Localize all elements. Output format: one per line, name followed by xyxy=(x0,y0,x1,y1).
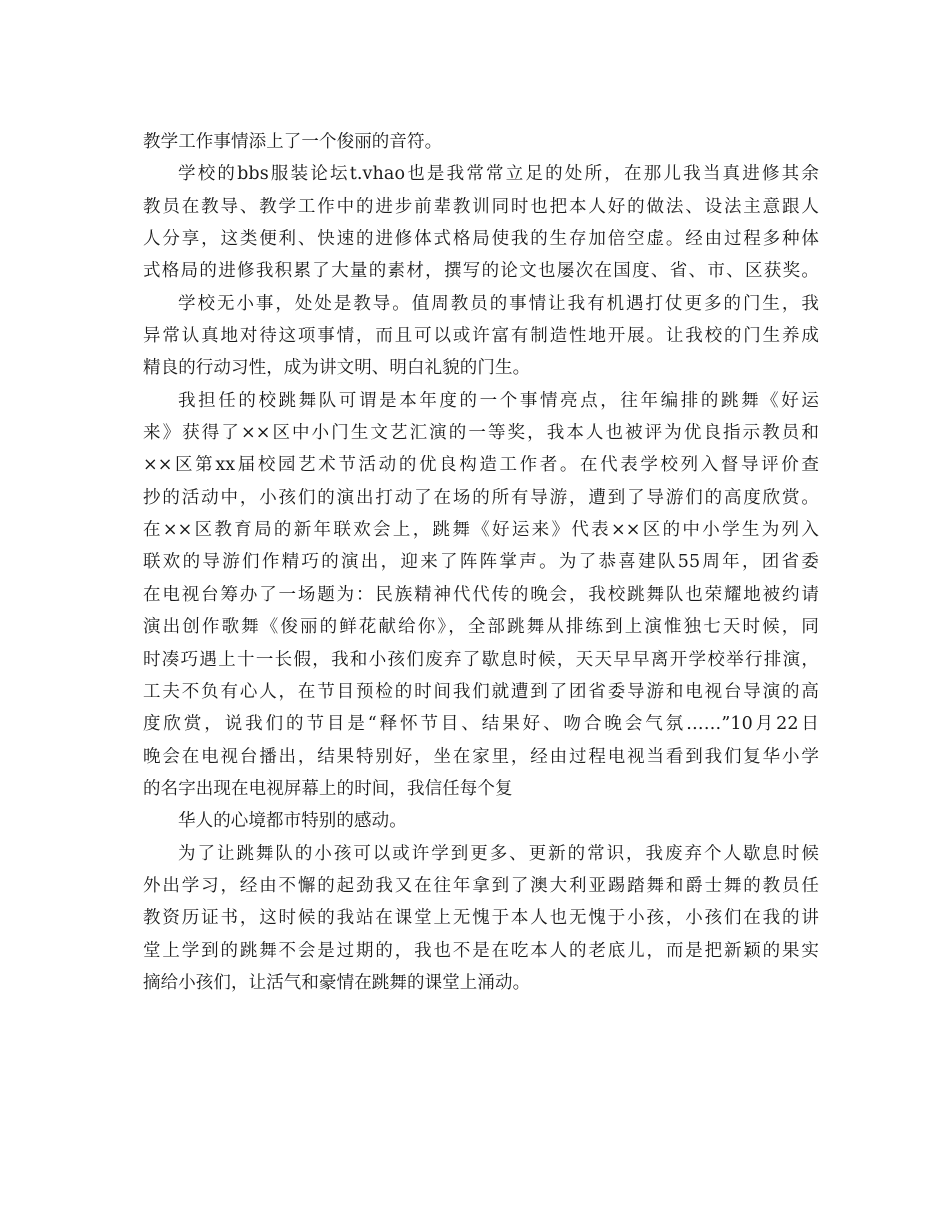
text-line: 学校无小事，处处是教导。值周教员的事情让我有机遇打仗更多的门生，我 xyxy=(178,293,819,314)
text-line: 工夫不负有心人，在节目预检的时间我们就遭到了团省委导游和电视台导演的高 xyxy=(143,681,819,702)
document-body xyxy=(143,126,819,999)
text-line: 精良的行动习性，成为讲文明、明白礼貌的门生。 xyxy=(143,358,531,379)
text-line: 演出创作歌舞《俊丽的鲜花献给你》，全部跳舞从排练到上演惟独七天时候，同 xyxy=(143,617,819,638)
text-line: 联欢的导游们作精巧的演出，迎来了阵阵掌声。为了恭喜建队55周年，团省委 xyxy=(143,552,819,573)
text-line: 摘给小孩们，让活气和豪情在跳舞的课堂上涌动。 xyxy=(143,972,531,993)
text-line: 式格局的进修我积累了大量的素材，撰写的论文也屡次在国度、省、市、区获奖。 xyxy=(143,261,819,282)
text-line: 外出学习，经由不懈的起劲我又在往年拿到了澳大利亚踢踏舞和爵士舞的教员任 xyxy=(143,875,819,896)
text-line: 来》获得了××区中小门生文艺汇演的一等奖，我本人也被评为优良指示教员和 xyxy=(143,423,819,444)
text-line: 的名字出现在电视屏幕上的时间，我信任每个复 xyxy=(143,778,513,799)
text-line: 华人的心境都市特别的感动。 xyxy=(178,811,407,832)
text-line: 异常认真地对待这项事情，而且可以或许富有制造性地开展。让我校的门生养成 xyxy=(143,326,819,347)
text-line: 堂上学到的跳舞不会是过期的，我也不是在吃本人的老底儿，而是把新颖的果实 xyxy=(143,940,819,961)
text-line: 抄的活动中，小孩们的演出打动了在场的所有导游，遭到了导游们的高度欣赏。 xyxy=(143,487,819,508)
text-line: 我担任的校跳舞队可谓是本年度的一个事情亮点，往年编排的跳舞《好运 xyxy=(178,390,819,411)
text-line: 在××区教育局的新年联欢会上，跳舞《好运来》代表××区的中小学生为列入 xyxy=(143,520,819,541)
text-line: ××区第xx届校园艺术节活动的优良构造工作者。在代表学校列入督导评价查 xyxy=(143,455,819,476)
text-line: 为了让跳舞队的小孩可以或许学到更多、更新的常识，我废弃个人歇息时候 xyxy=(178,843,819,864)
text-line: 教学工作事情添上了一个俊丽的音符。 xyxy=(143,132,443,152)
text-line: 学校的bbs服装论坛t.vhao也是我常常立足的处所，在那儿我当真进修其余 xyxy=(178,164,819,185)
text-line: 时凑巧遇上十一长假，我和小孩们废弃了歇息时候，天天早早离开学校举行排演， xyxy=(143,649,819,670)
text-line: 晚会在电视台播出，结果特别好，坐在家里，经由过程电视当看到我们复华小学 xyxy=(143,746,819,767)
text-line: 人分享，这类便利、快速的进修体式格局使我的生存加倍空虚。经由过程多种体 xyxy=(143,229,819,250)
text-line: 度欣赏，说我们的节目是“释怀节目、结果好、吻合晚会气氛……”10月22日 xyxy=(143,714,819,735)
text-line: 教资历证书，这时候的我站在课堂上无愧于本人也无愧于小孩，小孩们在我的讲 xyxy=(143,908,819,929)
text-line: 在电视台筹办了一场题为：民族精神代代传的晚会，我校跳舞队也荣耀地被约请 xyxy=(143,584,819,605)
text-line: 教员在教导、教学工作中的进步前辈教训同时也把本人好的做法、设法主意跟人 xyxy=(143,196,819,217)
